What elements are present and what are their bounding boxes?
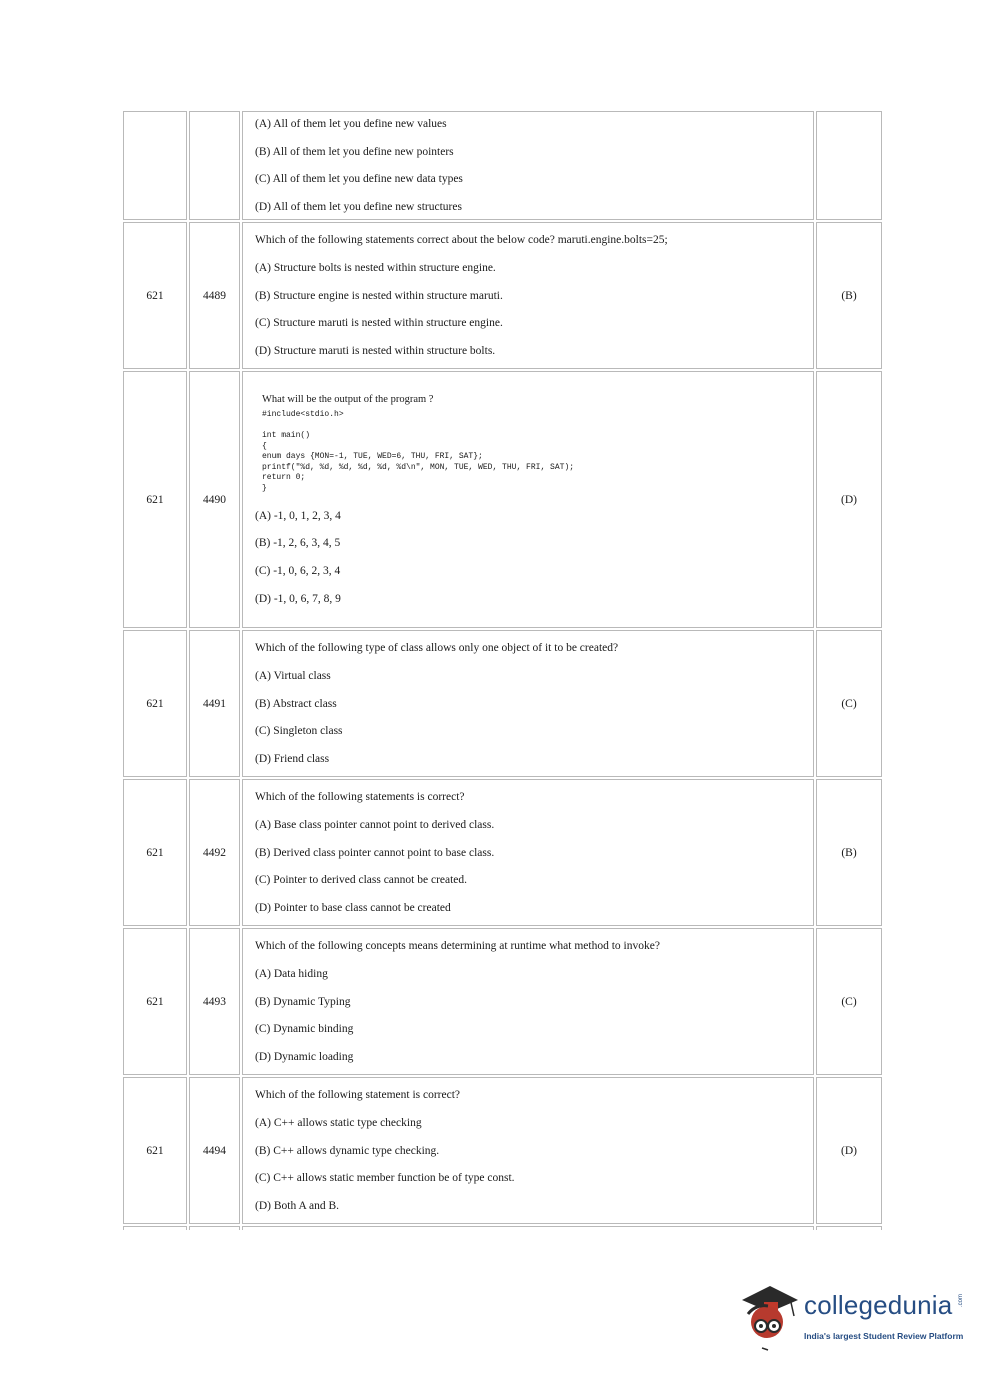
option-a: (A) Base class pointer cannot point to derived class. — [255, 818, 495, 831]
stub-cell — [123, 1226, 187, 1230]
subject-code-cell: 621 — [123, 779, 187, 926]
question-id-cell: 4493 — [189, 928, 240, 1075]
question-id-cell — [189, 111, 240, 220]
option-b: (B) Abstract class — [255, 697, 337, 710]
answer-cell: (D) — [816, 1077, 882, 1224]
question-sheet — [123, 111, 886, 1232]
question-cell — [242, 928, 814, 1075]
answer-cell: (D) — [816, 371, 882, 628]
option-a: (A) Data hiding — [255, 967, 328, 980]
option-a: (A) Virtual class — [255, 669, 331, 682]
option-d: (D) Pointer to base class cannot be created — [255, 902, 451, 915]
option-a: (A) Structure bolts is nested within structure engine. — [255, 261, 496, 274]
option-c: (C) Pointer to derived class cannot be created. — [255, 874, 468, 887]
question-text: Which of the following type of class allows only one object of it to be created? — [255, 641, 619, 654]
table-row — [123, 928, 882, 1075]
subject-code-cell: 621 — [123, 371, 187, 628]
answer-cell — [816, 111, 882, 220]
option-c: (C) All of them let you define new data types — [255, 173, 463, 186]
question-text: What will be the output of the program ? — [262, 393, 434, 405]
subject-code-cell: 621 — [123, 222, 187, 369]
answer-cell: (B) — [816, 779, 882, 926]
option-c: (C) -1, 0, 6, 2, 3, 4 — [255, 565, 341, 578]
subject-code-cell: 621 — [123, 928, 187, 1075]
stub-cell — [816, 1226, 882, 1230]
option-b: (B) Dynamic Typing — [255, 995, 351, 1008]
option-b: (B) Structure engine is nested within structure maruti. — [255, 289, 503, 302]
table-row — [123, 111, 882, 220]
table-row — [123, 371, 882, 628]
table-row-partial — [123, 1226, 882, 1230]
brand-tagline: India's largest Student Review Platform — [804, 1331, 964, 1341]
subject-code-cell: 621 — [123, 1077, 187, 1224]
table-row — [123, 779, 882, 926]
option-d: (D) -1, 0, 6, 7, 8, 9 — [255, 593, 341, 606]
option-c: (C) Dynamic binding — [255, 1023, 354, 1036]
question-cell — [242, 630, 814, 777]
subject-code-cell: 621 — [123, 630, 187, 777]
option-b: (B) C++ allows dynamic type checking. — [255, 1144, 440, 1157]
question-cell — [242, 111, 814, 220]
option-c: (C) Structure maruti is nested within structure engine. — [255, 317, 503, 330]
question-id-cell: 4492 — [189, 779, 240, 926]
answer-cell: (B) — [816, 222, 882, 369]
question-id-cell: 4489 — [189, 222, 240, 369]
question-cell — [242, 779, 814, 926]
option-b: (B) All of them let you define new pointers — [255, 145, 454, 158]
brand-suffix: .com — [958, 1293, 964, 1307]
question-id-cell: 4494 — [189, 1077, 240, 1224]
option-c: (C) C++ allows static member function be of type const. — [255, 1172, 515, 1185]
option-b: (B) Derived class pointer cannot point to base class. — [255, 846, 495, 859]
table-row — [123, 1077, 882, 1224]
table-row — [123, 222, 882, 369]
table-row — [123, 630, 882, 777]
code-snippet: #include<stdio.h> int main() { enum days {MON=-1, TUE, WED=6, THU, FRI, SAT}; printf("%d, %d, %d, %d, %d, %d\n", MON, TUE, WED, THU, FRI, SAT); return 0; } — [262, 409, 575, 494]
question-text: Which of the following statement is correct? — [255, 1088, 461, 1101]
question-text: Which of the following statements is correct? — [255, 790, 465, 803]
question-table — [121, 109, 884, 1232]
question-cell — [242, 1077, 814, 1224]
answer-cell: (C) — [816, 928, 882, 1075]
option-a: (A) All of them let you define new values — [255, 117, 447, 130]
question-text: Which of the following statements correct about the below code? maruti.engine.bolts=25; — [255, 233, 668, 246]
question-id-cell: 4491 — [189, 630, 240, 777]
option-d: (D) Both A and B. — [255, 1200, 340, 1213]
question-cell — [242, 371, 814, 628]
option-d: (D) All of them let you define new structures — [255, 201, 462, 214]
brand-name: collegedunia — [804, 1290, 953, 1320]
subject-code-cell — [123, 111, 187, 220]
question-id-cell: 4490 — [189, 371, 240, 628]
answer-cell: (C) — [816, 630, 882, 777]
option-a: (A) -1, 0, 1, 2, 3, 4 — [255, 509, 341, 522]
option-d: (D) Dynamic loading — [255, 1051, 354, 1064]
option-a: (A) C++ allows static type checking — [255, 1116, 422, 1129]
option-c: (C) Singleton class — [255, 725, 343, 738]
question-text: Which of the following concepts means determining at runtime what method to invoke? — [255, 939, 660, 952]
option-d: (D) Friend class — [255, 753, 330, 766]
stub-cell — [189, 1226, 240, 1230]
option-b: (B) -1, 2, 6, 3, 4, 5 — [255, 537, 341, 550]
question-cell — [242, 222, 814, 369]
stub-cell — [242, 1226, 814, 1230]
code-snippet-block — [255, 393, 801, 495]
option-d: (D) Structure maruti is nested within structure bolts. — [255, 345, 496, 358]
